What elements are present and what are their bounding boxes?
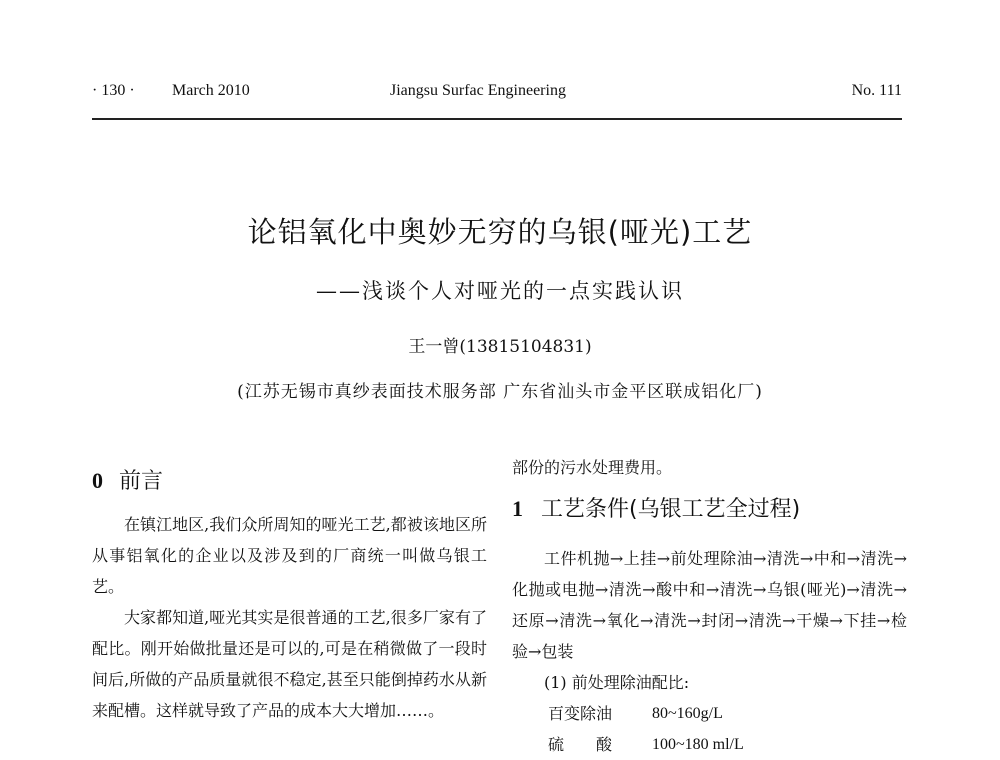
section-0-heading	[92, 465, 487, 497]
recipe-name: 硫 酸	[548, 735, 613, 754]
issue-number: No. 111	[851, 82, 902, 99]
author-line: 王一曾(13815104831)	[408, 337, 592, 357]
left-column	[92, 465, 487, 726]
header-rule	[92, 118, 902, 120]
section-1-title: 工艺条件(乌银工艺全过程)	[541, 497, 801, 522]
recipe-name: 百变除油	[548, 704, 613, 723]
recipe-row	[512, 729, 907, 760]
paper-title: 论铝氧化中奥妙无穷的乌银(哑光)工艺	[247, 215, 753, 249]
recipe-value: 100~180 ml/L	[652, 736, 744, 753]
process-flow: 工件机抛→上挂→前处理除油→清洗→中和→清洗→化抛或电抛→清洗→酸中和→清洗→乌银(哑光)→清洗→还原→清洗→氧化→清洗→封闭→清洗→干燥→下挂→检验→包装	[512, 549, 907, 661]
section-0-title: 前言	[119, 469, 164, 494]
right-column	[512, 452, 907, 760]
recipe-row	[512, 698, 907, 729]
section-1-heading	[512, 493, 907, 527]
continued-text: 部份的污水处理费用。	[512, 458, 673, 477]
paper-subtitle: ——浅谈个人对哑光的一点实践认识	[316, 279, 684, 303]
issue-date: March 2010	[172, 82, 250, 99]
affiliation-line: (江苏无锡市真纱表面技术服务部 广东省汕头市金平区联成铝化厂)	[237, 382, 763, 402]
journal-name: Jiangsu Surfac Engineering	[390, 82, 566, 99]
recipe-item-1: (1) 前处理除油配比:	[544, 673, 690, 692]
intro-paragraph-2: 大家都知道,哑光其实是很普通的工艺,很多厂家有了配比。刚开始做批量还是可以的,可是在稍微做了一段时间后,所做的产品质量就很不稳定,甚至只能倒掉药水从新来配槽。这样就导致了产品的成本大大增加……。	[92, 608, 487, 720]
intro-paragraph-1: 在镇江地区,我们众所周知的哑光工艺,都被该地区所从事铝氧化的企业以及涉及到的厂商统一叫做乌银工艺。	[92, 515, 487, 596]
page-number: · 130 ·	[92, 82, 135, 99]
section-1-number: 1	[512, 496, 523, 521]
running-header	[92, 82, 902, 106]
recipe-value: 80~160g/L	[652, 705, 723, 722]
section-0-number: 0	[92, 468, 103, 493]
